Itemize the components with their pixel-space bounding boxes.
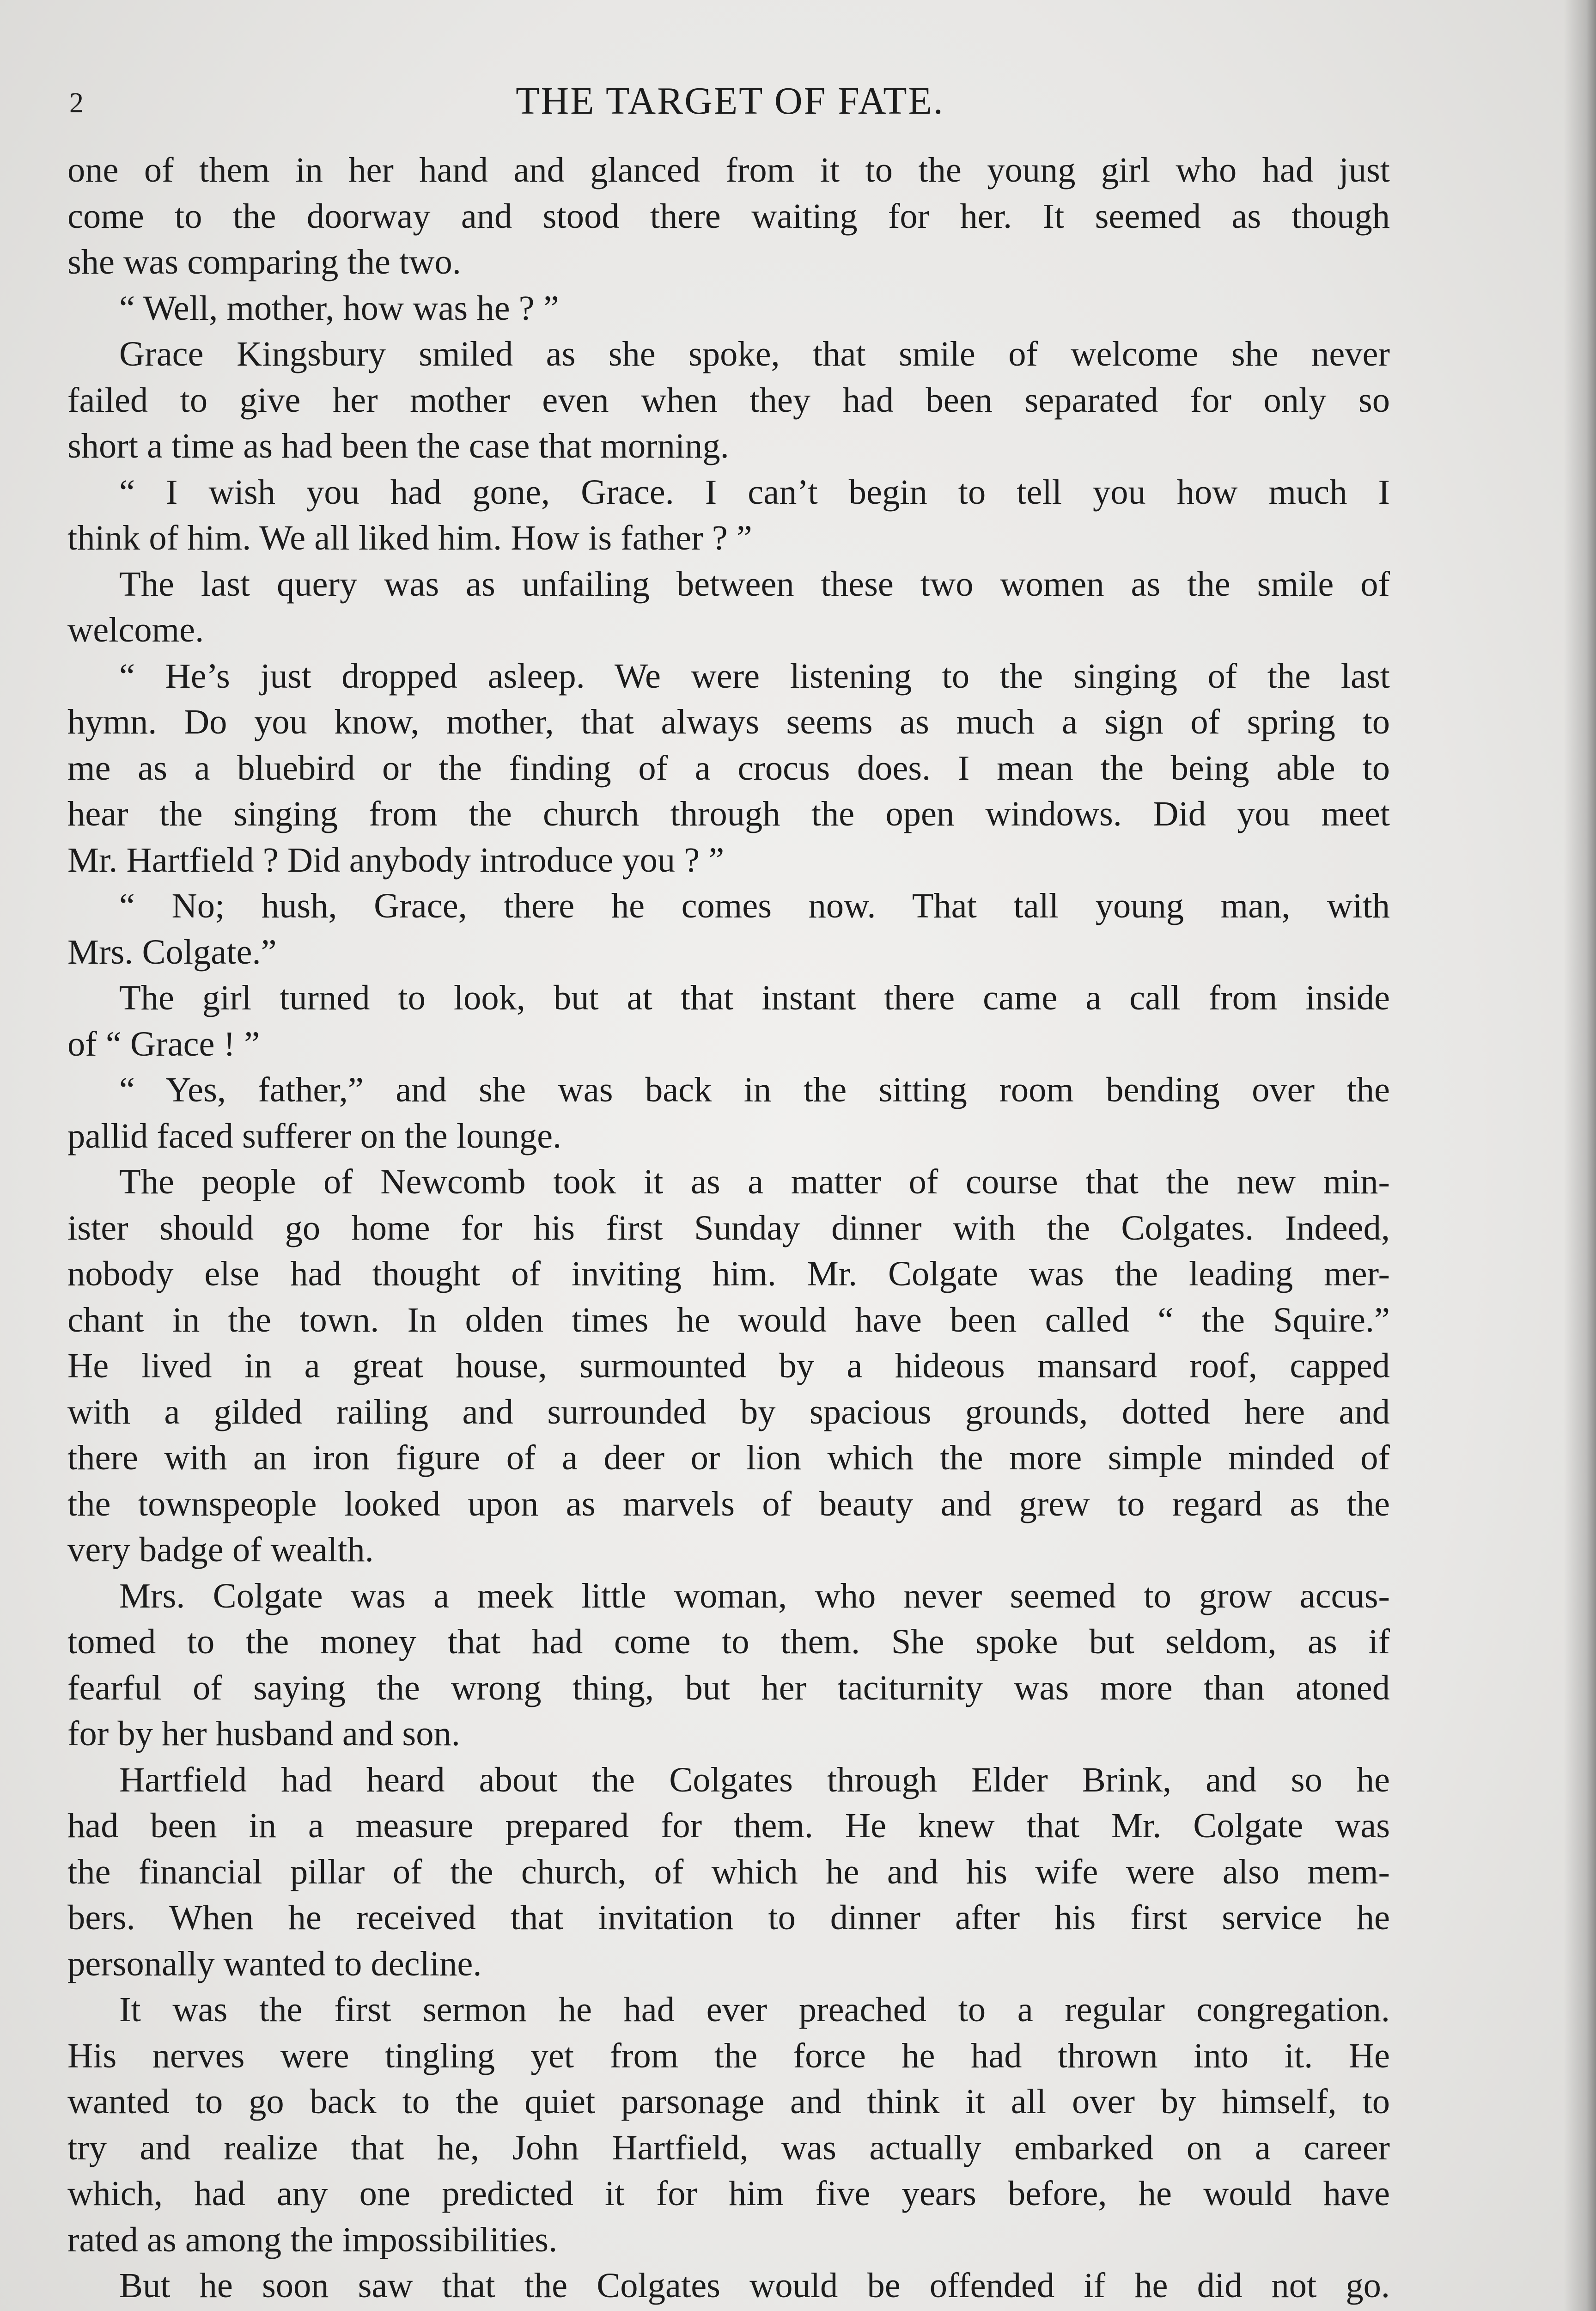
body-text (67, 147, 1390, 2309)
text-line: Grace Kingsbury smiled as she spoke, that smile of welcome she never (119, 334, 1390, 373)
text-line: failed to give her mother even when they had been separated for only so (67, 380, 1390, 420)
text-line: there with an iron figure of a deer or lion which the more simple minded of (67, 1438, 1390, 1477)
text-line: nobody else had thought of inviting him. Mr. Colgate was the leading mer- (67, 1254, 1390, 1293)
text-line: It was the first sermon he had ever preached to a regular congregation. (119, 1990, 1390, 2029)
text-line: welcome. (67, 610, 204, 649)
text-line: me as a bluebird or the finding of a crocus does. I mean the being able to (67, 748, 1390, 788)
text-line: with a gilded railing and surrounded by spacious grounds, dotted here and (67, 1392, 1390, 1431)
text-line: of “ Grace ! ” (67, 1024, 260, 1064)
text-line: The girl turned to look, but at that instant there came a call from inside (119, 978, 1390, 1017)
text-line: “ I wish you had gone, Grace. I can’t begin to tell you how much I (119, 472, 1390, 512)
text-line: think of him. We all liked him. How is father ? ” (67, 518, 752, 557)
text-line: hymn. Do you know, mother, that always seems as much a sign of spring to (67, 702, 1390, 741)
text-line: personally wanted to decline. (67, 1944, 482, 1983)
text-line: try and realize that he, John Hartfield, was actually embarked on a career (67, 2128, 1390, 2167)
text-line: Mrs. Colgate.” (67, 932, 277, 972)
page-edge-shadow (1564, 0, 1596, 2311)
text-line: ister should go home for his first Sunday dinner with the Colgates. Indeed, (67, 1208, 1390, 1247)
text-line: The people of Newcomb took it as a matter of course that the new min- (119, 1162, 1390, 1201)
text-line: she was comparing the two. (67, 242, 461, 281)
text-line: the townspeople looked upon as marvels of beauty and grew to regard as the (67, 1484, 1390, 1523)
text-line: rated as among the impossibilities. (67, 2219, 558, 2259)
text-line: come to the doorway and stood there waiting for her. It seemed as though (67, 196, 1390, 236)
text-line: very badge of wealth. (67, 1530, 374, 1569)
text-line: wanted to go back to the quiet parsonage and think it all over by himself, to (67, 2082, 1390, 2121)
text-line: short a time as had been the case that morning. (67, 426, 729, 465)
text-line: The last query was as unfailing between these two women as the smile of (119, 564, 1390, 604)
page-number: 2 (69, 87, 84, 119)
running-title: THE TARGET OF FATE. (516, 79, 944, 122)
text-line: Mrs. Colgate was a meek little woman, who never seemed to grow accus- (119, 1576, 1390, 1615)
text-line: Mr. Hartfield ? Did anybody introduce you ? ” (67, 840, 725, 880)
text-line: chant in the town. In olden times he would have been called “ the Squire.” (67, 1300, 1390, 1339)
text-line: which, had any one predicted it for him five years before, he would have (67, 2174, 1390, 2213)
text-line: His nerves were tingling yet from the force he had thrown into it. He (67, 2036, 1390, 2075)
text-line: He lived in a great house, surmounted by a hideous mansard roof, capped (67, 1346, 1390, 1385)
text-line: pallid faced sufferer on the lounge. (67, 1116, 562, 1156)
text-line: the financial pillar of the church, of which he and his wife were also mem- (67, 1852, 1390, 1891)
text-line: Hartfield had heard about the Colgates through Elder Brink, and so he (119, 1760, 1390, 1799)
text-line: for by her husband and son. (67, 1714, 460, 1753)
text-line: hear the singing from the church through the open windows. Did you meet (67, 794, 1390, 833)
text-line: had been in a measure prepared for them. He knew that Mr. Colgate was (67, 1806, 1390, 1845)
text-line: fearful of saying the wrong thing, but her taciturnity was more than atoned (67, 1668, 1390, 1707)
text-line: bers. When he received that invitation to dinner after his first service he (67, 1898, 1390, 1937)
text-line: “ He’s just dropped asleep. We were listening to the singing of the last (119, 656, 1390, 696)
text-line: “ Well, mother, how was he ? ” (119, 288, 559, 328)
text-line: “ No; hush, Grace, there he comes now. That tall young man, with (119, 886, 1390, 925)
text-line: tomed to the money that had come to them. She spoke but seldom, as if (67, 1622, 1390, 1661)
text-line: “ Yes, father,” and she was back in the sitting room bending over the (119, 1070, 1390, 1109)
page-header (69, 79, 1391, 134)
text-line: But he soon saw that the Colgates would be offended if he did not go. (119, 2266, 1390, 2305)
text-line: one of them in her hand and glanced from it to the young girl who had just (67, 150, 1390, 190)
